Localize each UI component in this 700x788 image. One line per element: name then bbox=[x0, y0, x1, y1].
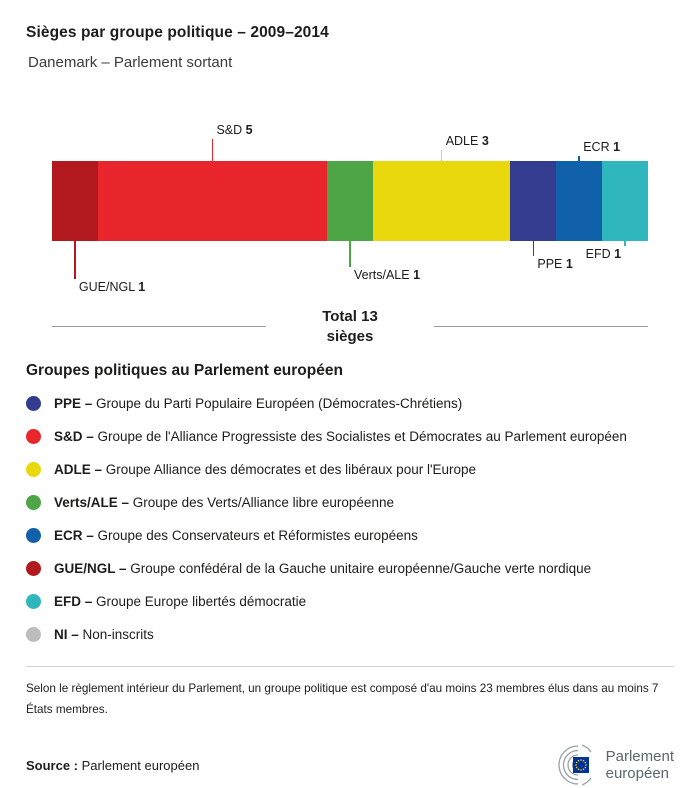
footnote-divider bbox=[26, 666, 674, 667]
legend-color-dot bbox=[26, 561, 41, 576]
total-rule-right bbox=[434, 326, 648, 327]
legend-item-verts-ale- bbox=[26, 495, 674, 510]
page-title: Sièges par groupe politique – 2009–2014 bbox=[26, 24, 329, 41]
legend-color-dot bbox=[26, 396, 41, 411]
legend-item-text: GUE/NGL – Groupe confédéral de la Gauche unitaire européenne/Gauche verte nordique bbox=[54, 561, 592, 576]
legend-item-ni- bbox=[26, 627, 674, 642]
source-label: Source : bbox=[26, 757, 79, 773]
total-row bbox=[52, 307, 648, 346]
callout-leader-line bbox=[212, 139, 214, 161]
legend-list bbox=[26, 396, 674, 642]
legend bbox=[26, 362, 674, 642]
legend-color-dot bbox=[26, 462, 41, 477]
legend-item-s-d- bbox=[26, 429, 674, 444]
legend-item-text: S&D – Groupe de l'Alliance Progressiste des Socialistes et Démocrates au Parlement européen bbox=[54, 429, 627, 444]
callout-leader-line bbox=[349, 241, 351, 267]
legend-item-text: ECR – Groupe des Conservateurs et Réformistes européens bbox=[54, 528, 418, 543]
legend-item-text: NI – Non-inscrits bbox=[54, 627, 154, 642]
bottom-row bbox=[26, 742, 674, 788]
legend-color-dot bbox=[26, 528, 41, 543]
bar-segment-verts-ale bbox=[327, 161, 373, 241]
stacked-bar bbox=[52, 123, 648, 294]
total-rule-left bbox=[52, 326, 266, 327]
callout-leader-line bbox=[441, 150, 443, 161]
callout-leader-line bbox=[533, 241, 535, 256]
legend-item-text: EFD – Groupe Europe libertés démocratie bbox=[54, 594, 307, 609]
legend-item-ecr- bbox=[26, 528, 674, 543]
bar-segment-adle bbox=[373, 161, 511, 241]
source-text: Parlement européen bbox=[81, 757, 200, 773]
total-line2: sièges bbox=[326, 327, 374, 345]
callout-leader-line bbox=[578, 156, 580, 161]
source-line bbox=[26, 758, 199, 773]
logo-wordmark bbox=[606, 748, 674, 783]
callout-leader-line bbox=[74, 241, 76, 279]
legend-color-dot bbox=[26, 627, 41, 642]
callout-label-gue-ngl: GUE/NGL 1 bbox=[78, 280, 146, 294]
legend-item-text: ADLE – Groupe Alliance des démocrates et des libéraux pour l'Europe bbox=[54, 462, 477, 477]
bar-segment-efd bbox=[602, 161, 648, 241]
legend-item-ppe- bbox=[26, 396, 674, 411]
logo-line1: Parlement bbox=[605, 747, 674, 765]
hemicycle-logo-icon bbox=[544, 742, 598, 788]
legend-color-dot bbox=[26, 594, 41, 609]
bar-segment-s-d bbox=[98, 161, 327, 241]
bar-segment-ppe bbox=[510, 161, 556, 241]
legend-item-text: Verts/ALE – Groupe des Verts/Alliance libre européenne bbox=[54, 495, 394, 510]
legend-color-dot bbox=[26, 429, 41, 444]
legend-item-text: PPE – Groupe du Parti Populaire Européen (Démocrates-Chrétiens) bbox=[54, 396, 463, 411]
callout-label-verts-ale: Verts/ALE 1 bbox=[354, 268, 421, 282]
callout-label-s-d: S&D 5 bbox=[216, 123, 253, 137]
bar-segment-ecr bbox=[556, 161, 602, 241]
callout-label-ecr: ECR 1 bbox=[583, 140, 621, 154]
footnote-text: Selon le règlement intérieur du Parlement, un groupe politique est composé d'au moins 23 membres élus dans au moins 7 États membres. bbox=[26, 682, 659, 717]
logo-line2: européen bbox=[605, 765, 670, 783]
legend-item-efd- bbox=[26, 594, 674, 609]
legend-color-dot bbox=[26, 495, 41, 510]
parliament-logo bbox=[544, 742, 674, 788]
callout-label-efd: EFD 1 bbox=[585, 247, 622, 261]
total-label bbox=[322, 307, 378, 346]
total-line1: Total 13 bbox=[322, 308, 378, 325]
legend-item-adle- bbox=[26, 462, 674, 477]
callout-leader-line bbox=[624, 241, 626, 246]
page-subtitle: Danemark – Parlement sortant bbox=[28, 54, 233, 71]
callout-label-adle: ADLE 3 bbox=[445, 134, 489, 148]
seats-chart bbox=[52, 123, 648, 294]
legend-title: Groupes politiques au Parlement européen bbox=[26, 362, 343, 379]
bar-segment-gue-ngl bbox=[52, 161, 98, 241]
callout-label-ppe: PPE 1 bbox=[537, 257, 573, 271]
legend-item-gue-ngl- bbox=[26, 561, 674, 576]
